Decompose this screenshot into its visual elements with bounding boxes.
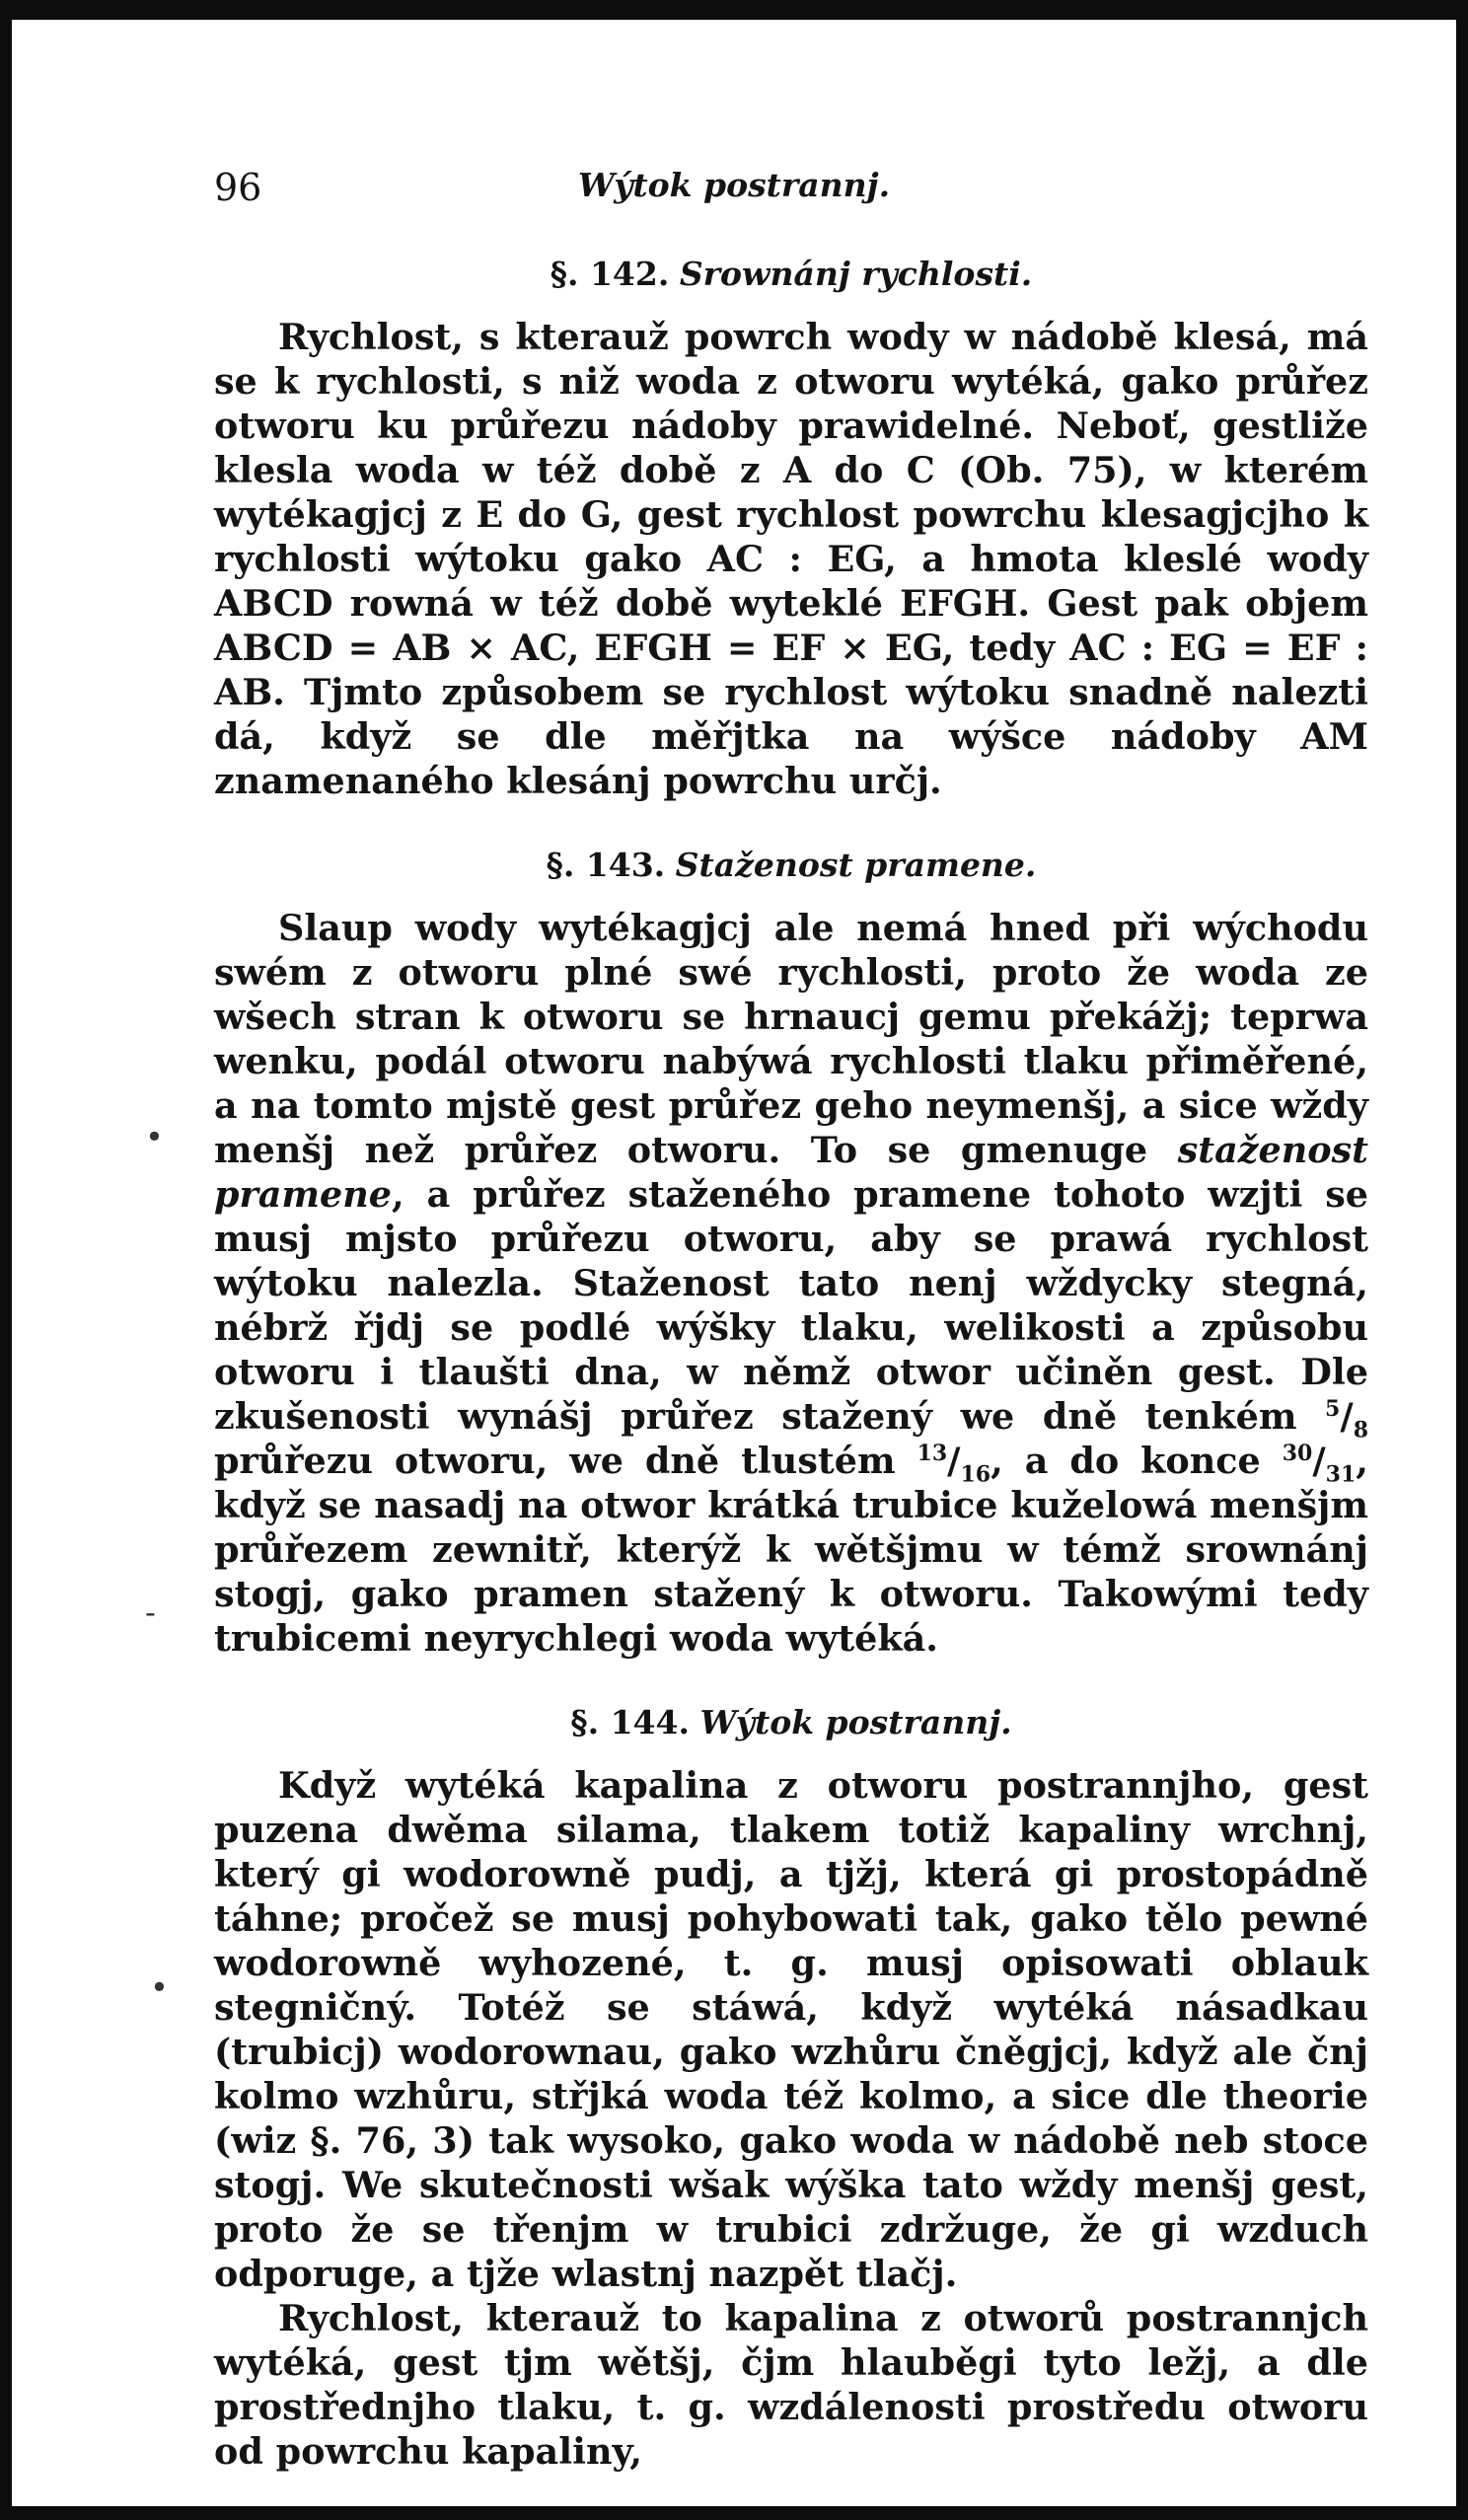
paragraph: Rychlost, s kterauž powrch wody w nádobě klesá, má se k rychlosti, s niž woda z otworu wytéká, gako průřez otworu ku průřezu nádoby prawidelné. Neboť, gestliže klesla woda w též době z A do C (Ob. 75), w kterém wytékagjcj z E do G, gest rychlost powrchu klesagjcjho k rychlosti wýtoku gako AC : EG, a hmota kleslé wody ABCD rowná w též době wyteklé EFGH. Gest pak objem ABCD = AB × AC, EFGH = EF × EG, tedy AC : EG = EF : AB. Tjmto způsobem se rychlost wýtoku snadně nalezti dá, když se dle měřjtka na wýšce nádoby AM znamenaného klesánj powrchu určj. (214, 316, 1368, 802)
section-title: Staženost pramene. (675, 846, 1037, 884)
paragraph: Když wytéká kapalina z otworu postrannjho, gest puzena dwěma silama, tlakem totiž kapaliny wrchnj, který gi wodorowně pudj, a tjžj, která gi prostopádně táhne; pročež se musj pohybowati tak, gako tělo pewné wodorowně wyhozené, t. g. musj opisowati oblauk stegničný. Totéž se stáwá, když wytéká násadkau (trubicj) wodorownau, gako wzhůru čněgjcj, když ale čnj kolmo wzhůru, střjká woda též kolmo, a sice dle theorie (wiz §. 76, 3) tak wysoko, gako woda w nádobě neb stoce stogj. We skutečnosti wšak wýška tato wždy menšj gest, proto že se třenjm w trubici zdržuge, že gi wzduch odporuge, a tjže wlastnj nazpět tlačj. (214, 1764, 1368, 2295)
margin-dot: • (145, 1118, 164, 1155)
paragraph: Slaup wody wytékagjcj ale nemá hned při wýchodu swém z otworu plné swé rychlosti, proto že woda ze wšech stran k otworu se hrnaucj gemu překážj; teprwa wenku, podál otworu nabýwá rychlosti tlaku přiměřené, a na tomto mjstě gest průřez geho neymenšj, a sice wždy menšj než průřez otworu. To se gmenuge staženost pramene, a průřez staženého pramene tohoto wzjti se musj mjsto průřezu otworu, aby se prawá rychlost wýtoku nalezla. Staženost tato nenj wždycky stegná, nébrž řjdj se podlé wýšky tlaku, welikosti a způsobu otworu i tlaušti dna, w němž otwor učiněn gest. Dle zkušenosti wynášj průřez stažený we dně tenkém $^5/_8$ průřezu otworu, we dně tlustém $^{13}/_{16}$, a do konce $^{30}/_{31}$, když se nasadj na otwor krátká trubice kuželowá menšjm průřezem zewnitř, kterýž k wětšjmu w témž srownánj stogj, gako pramen stažený k otworu. Takowými tedy trubicemi neyrychlegi woda wytéká. (214, 907, 1368, 1660)
emphasized-term: staženost pramene (214, 1129, 1368, 1216)
paragraph: Rychlost, kterauž to kapalina z otworů postrannjch wytéká, gest tjm wětšj, čjm hlauběgi tyto ležj, a dle prostřednjho tlaku, t. g. wzdálenosti prostředu otworu od powrchu kapaliny, (214, 2297, 1368, 2473)
page-header (12, 166, 1456, 215)
margin-dash: - (145, 1594, 156, 1631)
section-title: Wýtok postrannj. (699, 1703, 1012, 1742)
section-sign: §. 142. (550, 255, 670, 293)
section-sign: §. 144. (570, 1703, 690, 1742)
page-number: 96 (214, 166, 262, 209)
page-body (214, 252, 1368, 2474)
book-page (12, 20, 1456, 2506)
section-heading-142 (214, 252, 1368, 297)
section-sign: §. 143. (546, 846, 666, 884)
section-heading-144 (214, 1700, 1368, 1745)
running-title: Wýtok postrannj. (577, 166, 891, 204)
section-heading-143 (214, 843, 1368, 888)
margin-dot: • (150, 1968, 169, 2006)
section-title: Srownánj rychlosti. (679, 255, 1033, 293)
